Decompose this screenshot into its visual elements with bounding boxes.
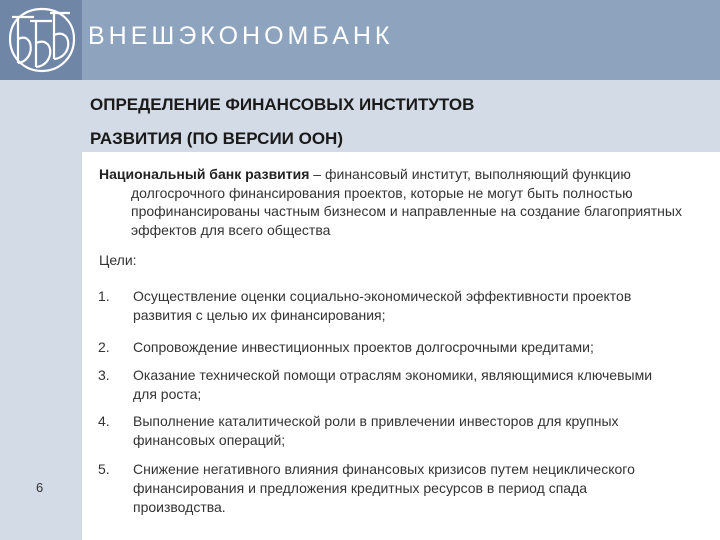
goal-item-2 <box>98 338 678 357</box>
definition-paragraph <box>99 165 720 239</box>
goal-item-5 <box>98 460 678 517</box>
goal-text: Снижение негативного влияния финансовых кризисов путем нециклического финансирования и предложения кредитных ресурсов в период спада производства. <box>133 461 635 515</box>
goal-number: 3. <box>98 367 110 383</box>
goal-text: Сопровождение инвестиционных проектов долгосрочными кредитами; <box>133 339 594 355</box>
title-line-1: ОПРЕДЕЛЕНИЕ ФИНАНСОВЫХ ИНСТИТУТОВ <box>90 95 475 114</box>
goal-text: Выполнение каталитической роли в привлечении инвесторов для крупных финансовых операций; <box>133 413 619 448</box>
goal-text: Оказание технической помощи отраслям экономики, являющимися ключевыми для роста; <box>133 367 653 402</box>
definition-text: – финансовый институт, выполняющий функцию долгосрочного финансирования проектов, которые не могут быть полностью профинансированы частным бизнесом и направленные на создание благоприятных эффектов для всего общества <box>131 166 682 238</box>
definition-term: Национальный банк развития <box>99 166 310 182</box>
goal-number: 2. <box>98 339 110 355</box>
goal-item-1 <box>98 287 678 325</box>
goal-item-4 <box>98 412 678 450</box>
goal-number: 1. <box>98 288 110 304</box>
goals-label: Цели: <box>99 252 137 268</box>
goal-number: 4. <box>98 413 110 429</box>
goal-text: Осуществление оценки социально-экономической эффективности проектов развития с целью их финансирования; <box>133 288 632 323</box>
title-line-2: РАЗВИТИЯ (ПО ВЕРСИИ ООН) <box>90 129 343 148</box>
page-number: 6 <box>36 480 44 495</box>
left-band <box>0 80 82 540</box>
goal-number: 5. <box>98 461 110 477</box>
slide-title <box>90 88 690 156</box>
logo-box <box>0 0 82 80</box>
veb-monogram-icon <box>4 3 78 77</box>
bank-name: ВНЕШЭКОНОМБАНК <box>88 22 394 50</box>
goal-item-3 <box>98 366 678 404</box>
